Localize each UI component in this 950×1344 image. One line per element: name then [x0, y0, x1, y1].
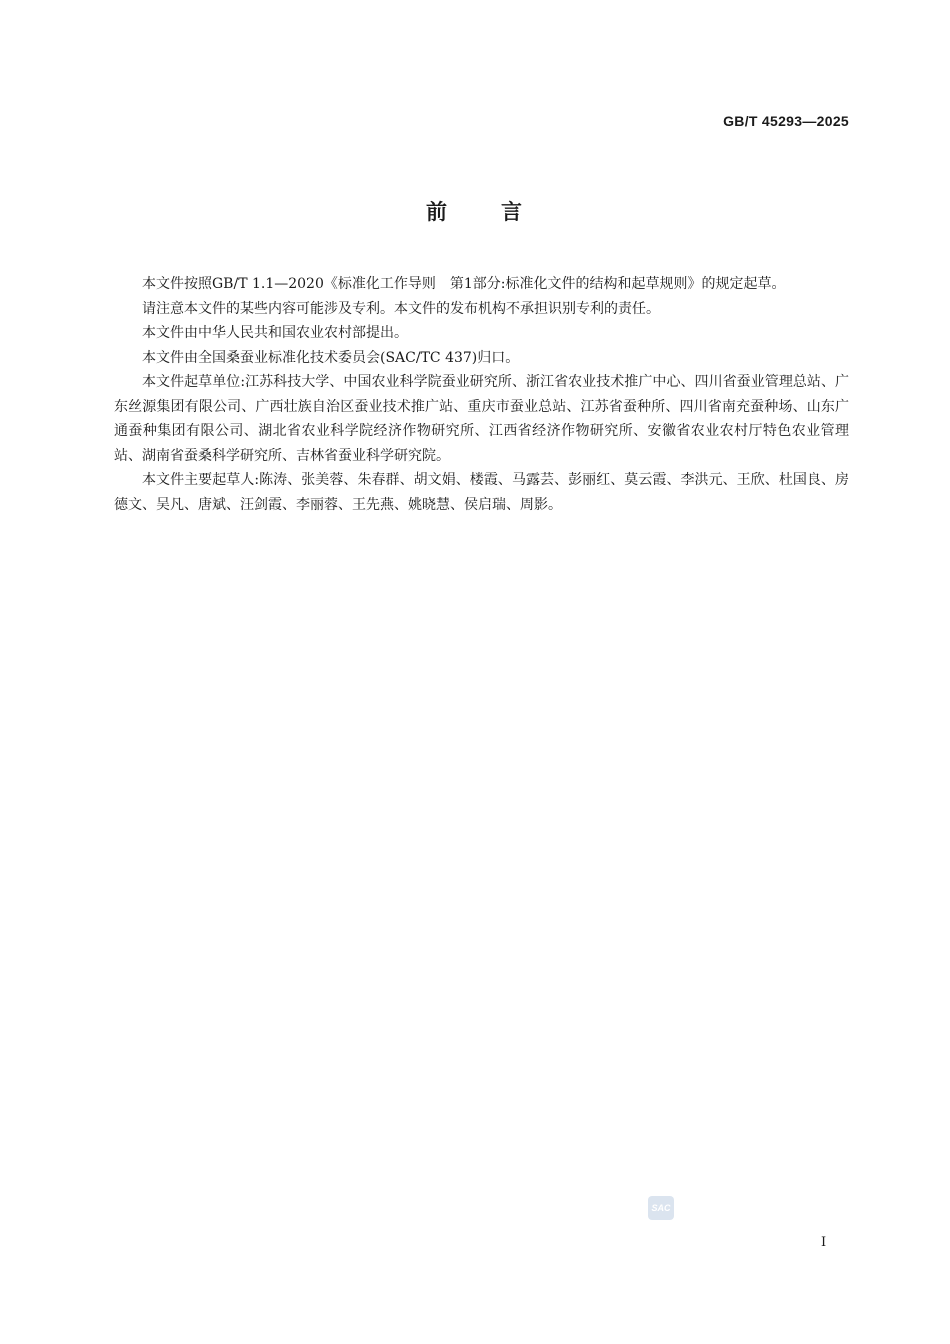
- paragraph-drafters: 本文件主要起草人:陈涛、张美蓉、朱春群、胡文娟、楼霞、马露芸、彭丽红、莫云霞、李洪元、王欣、杜国良、房德文、吴凡、唐斌、汪剑霞、李丽蓉、王先燕、姚晓慧、侯启瑞、周影。: [114, 472, 849, 513]
- title-char-1: 前: [426, 200, 449, 224]
- foreword-body: [114, 272, 849, 517]
- page-title: [0, 196, 950, 226]
- paragraph-drafting-units: 本文件起草单位:江苏科技大学、中国农业科学院蚕业研究所、浙江省农业技术推广中心、四川省蚕业管理总站、广东丝源集团有限公司、广西壮族自治区蚕业技术推广站、重庆市蚕业总站、江苏省蚕种所、四川省南充蚕种场、山东广通蚕种集团有限公司、湖北省农业科学院经济作物研究所、江西省经济作物研究所、安徽省农业农村厅特色农业管理站、湖南省蚕桑科学研究所、吉林省蚕业科学研究院。: [114, 374, 849, 464]
- page-number: I: [821, 1235, 827, 1250]
- paragraph-technical-committee: 本文件由全国桑蚕业标准化技术委员会(SAC/TC 437)归口。: [142, 349, 520, 366]
- document-code: GB/T 45293—2025: [723, 113, 849, 129]
- title-char-2: 言: [501, 200, 524, 224]
- paragraph-patent-notice: 请注意本文件的某些内容可能涉及专利。本文件的发布机构不承担识别专利的责任。: [142, 300, 660, 317]
- paragraph-proposer: 本文件由中华人民共和国农业农村部提出。: [142, 325, 408, 341]
- sac-logo-watermark: SAC: [648, 1196, 674, 1220]
- paragraph-drafting-rules: 本文件按照GB/T 1.1—2020《标准化工作导则 第1部分:标准化文件的结构和起草规则》的规定起草。: [142, 276, 786, 292]
